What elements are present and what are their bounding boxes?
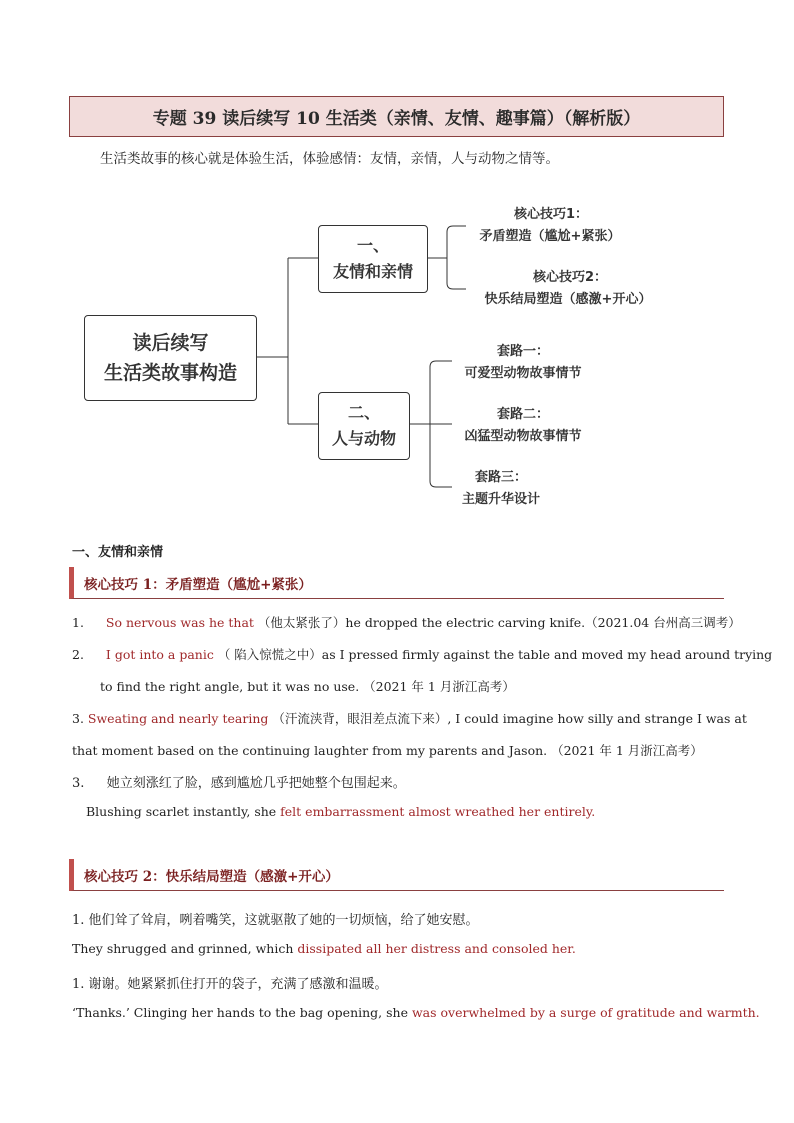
ending-2-chinese: 1. 谢谢。她紧紧抓住打开的袋子，充满了感激和温暖。: [72, 977, 388, 992]
leaf-skill-2-text: 快乐结局塑造（感激+开心）: [484, 292, 652, 307]
example-2-num: 2.: [72, 647, 84, 662]
example-4-en-plain: Blushing scarlet instantly, she: [86, 804, 281, 819]
leaf-route-2-text: 凶猛型动物故事情节: [464, 429, 582, 444]
page-title: 专题 39 读后续写 10 生活类（亲情、友情、趣事篇）（解析版）: [69, 96, 724, 137]
branch1-line1: 一、: [356, 236, 389, 255]
example-3-continued: that moment based on the continuing laughter from my parents and Jason. （2021 年 1 月浙江高考）: [72, 743, 703, 758]
example-2: [72, 645, 772, 663]
example-3-rest: （汗流浃背，眼泪差点流下来）, I could imagine how silly and strange I was at: [272, 711, 747, 726]
skill-2-heading: 核心技巧 2：快乐结局塑造（感激+开心）: [69, 859, 724, 891]
mindmap-branch-1: [318, 225, 428, 293]
example-4-num: 3.: [72, 776, 85, 791]
ending-1-english: [72, 941, 576, 956]
root-line2: 生活类故事构造: [103, 362, 237, 384]
example-3: [72, 709, 747, 727]
leaf-route-1: [456, 341, 590, 385]
root-line1: 读后续写: [132, 332, 209, 354]
ending-1-en-highlight: dissipated all her distress and consoled her.: [297, 941, 576, 956]
ending-2-en-highlight: was overwhelmed by a surge of gratitude and warmth.: [411, 1005, 760, 1020]
skill-1-heading: 核心技巧 1：矛盾塑造（尴尬+紧张）: [69, 567, 724, 599]
example-2-continued: to find the right angle, but it was no use. （2021 年 1 月浙江高考）: [100, 679, 515, 694]
branch1-line2: 友情和亲情: [332, 262, 413, 281]
leaf-skill-1-title: 核心技巧1：: [513, 207, 589, 222]
example-1: [72, 613, 741, 631]
example-3-num: 3.: [72, 711, 84, 726]
example-1-highlight: So nervous was he that: [105, 615, 254, 630]
leaf-route-3-title: 套路三：: [474, 470, 527, 485]
branch2-line2: 人与动物: [331, 429, 396, 448]
ending-1-en-plain: They shrugged and grinned, which: [72, 941, 298, 956]
example-1-num: 1.: [72, 615, 84, 630]
example-1-rest: （他太紧张了）he dropped the electric carving knife.（2021.04 台州高三调考）: [257, 615, 741, 630]
leaf-skill-2-title: 核心技巧2：: [532, 270, 608, 285]
example-2-highlight: I got into a panic: [105, 647, 214, 662]
leaf-route-2: [456, 404, 590, 448]
leaf-skill-1: [470, 204, 630, 248]
example-3-highlight: Sweating and nearly tearing: [87, 711, 269, 726]
leaf-route-2-title: 套路二：: [496, 407, 549, 422]
leaf-skill-2: [470, 267, 666, 311]
example-4-english: [86, 804, 595, 819]
example-4-chinese: [72, 772, 406, 791]
leaf-skill-1-text: 矛盾塑造（尴尬+紧张）: [479, 229, 621, 244]
example-4-zh: 她立刻涨红了脸，感到尴尬几乎把她整个包围起来。: [106, 776, 406, 791]
mindmap-branch-2: [318, 392, 410, 460]
branch2-line1: 二、: [347, 403, 380, 422]
intro-text: 生活类故事的核心就是体验生活，体验感情：友情，亲情，人与动物之情等。: [100, 151, 559, 167]
example-4-en-highlight: felt embarrassment almost wreathed her entirely.: [280, 804, 596, 819]
mindmap-root: [84, 315, 257, 401]
ending-1-chinese: 1. 他们耸了耸肩，咧着嘴笑，这就驱散了她的一切烦恼，给了她安慰。: [72, 913, 479, 928]
ending-2-en-plain: ‘Thanks.’ Clinging her hands to the bag opening, she: [72, 1005, 412, 1020]
example-2-rest: （ 陷入惊慌之中）as I pressed firmly against the table and moved my head around trying: [217, 647, 773, 662]
section-heading: 一、友情和亲情: [72, 545, 164, 560]
leaf-route-3: [456, 467, 546, 511]
leaf-route-3-text: 主题升华设计: [461, 492, 540, 507]
leaf-route-1-title: 套路一：: [496, 344, 549, 359]
ending-2-english: [72, 1005, 760, 1020]
leaf-route-1-text: 可爱型动物故事情节: [464, 366, 582, 381]
